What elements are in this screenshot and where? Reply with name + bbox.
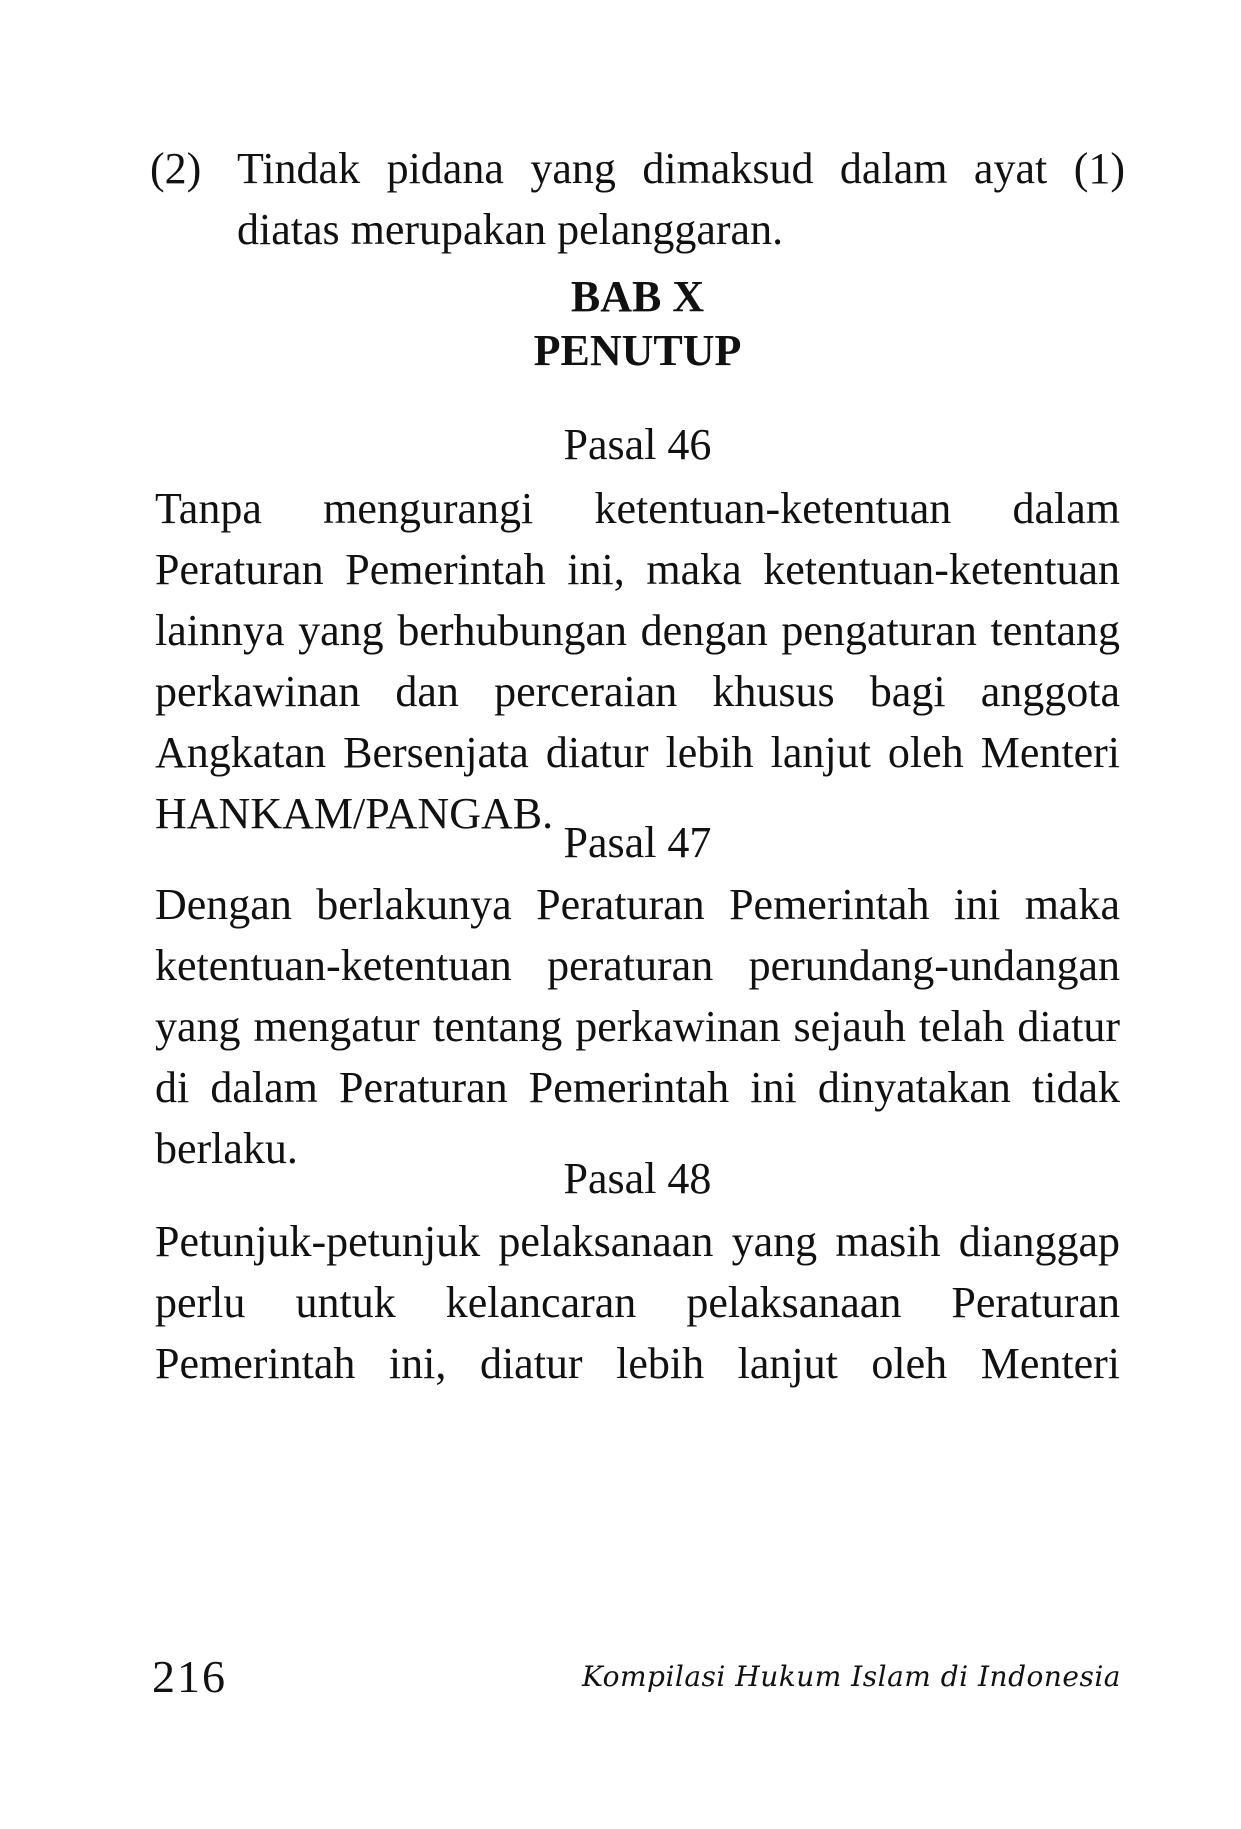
paragraph-line: berlaku.: [155, 1124, 298, 1173]
page-number: 216: [152, 1651, 227, 1702]
paragraph-line: perkawinan dan perceraian khusus bagi anggota: [155, 667, 1120, 716]
chapter-subtitle: PENUTUP: [533, 326, 742, 375]
chapter-title: BAB X: [570, 272, 705, 321]
paragraph-line: di dalam Peraturan Pemerintah ini dinyatakan tidak: [155, 1063, 1120, 1112]
paragraph-line: ketentuan-ketentuan peraturan perundang-undangan: [155, 941, 1120, 990]
paragraph-line: lainnya yang berhubungan dengan pengaturan tentang: [155, 606, 1120, 655]
paragraph-line: HANKAM/PANGAB.: [155, 789, 554, 838]
paragraph-line: Peraturan Pemerintah ini, maka ketentuan-ketentuan: [155, 545, 1120, 594]
ayat-line: diatas merupakan pelanggaran.: [237, 205, 784, 254]
ayat-number: (2): [150, 144, 202, 193]
pasal-48-body: [155, 1211, 1120, 1394]
pasal-46-body: [155, 478, 1120, 844]
paragraph-line: Pemerintah ini, diatur lebih lanjut oleh Menteri: [155, 1339, 1120, 1388]
pasal-47-body: [155, 874, 1120, 1179]
paragraph-line: perlu untuk kelancaran pelaksanaan Peraturan: [155, 1278, 1120, 1327]
ayat-2: [150, 138, 1125, 260]
book-title: Kompilasi Hukum Islam di Indonesia: [581, 1660, 1121, 1693]
paragraph-line: Angkatan Bersenjata diatur lebih lanjut oleh Menteri: [155, 728, 1120, 777]
paragraph-line: Tanpa mengurangi ketentuan-ketentuan dalam: [155, 484, 1120, 533]
pasal-47-heading: Pasal 47: [563, 818, 712, 867]
paragraph-line: Dengan berlakunya Peraturan Pemerintah ini maka: [155, 880, 1120, 929]
ayat-line: Tindak pidana yang dimaksud dalam ayat (1): [237, 144, 1125, 193]
ayat-text: [237, 138, 1125, 260]
paragraph-line: yang mengatur tentang perkawinan sejauh telah diatur: [155, 1002, 1120, 1051]
paragraph-line: Petunjuk-petunjuk pelaksanaan yang masih dianggap: [155, 1217, 1120, 1266]
pasal-48-heading: Pasal 48: [563, 1154, 712, 1203]
pasal-46-heading: Pasal 46: [563, 420, 712, 469]
